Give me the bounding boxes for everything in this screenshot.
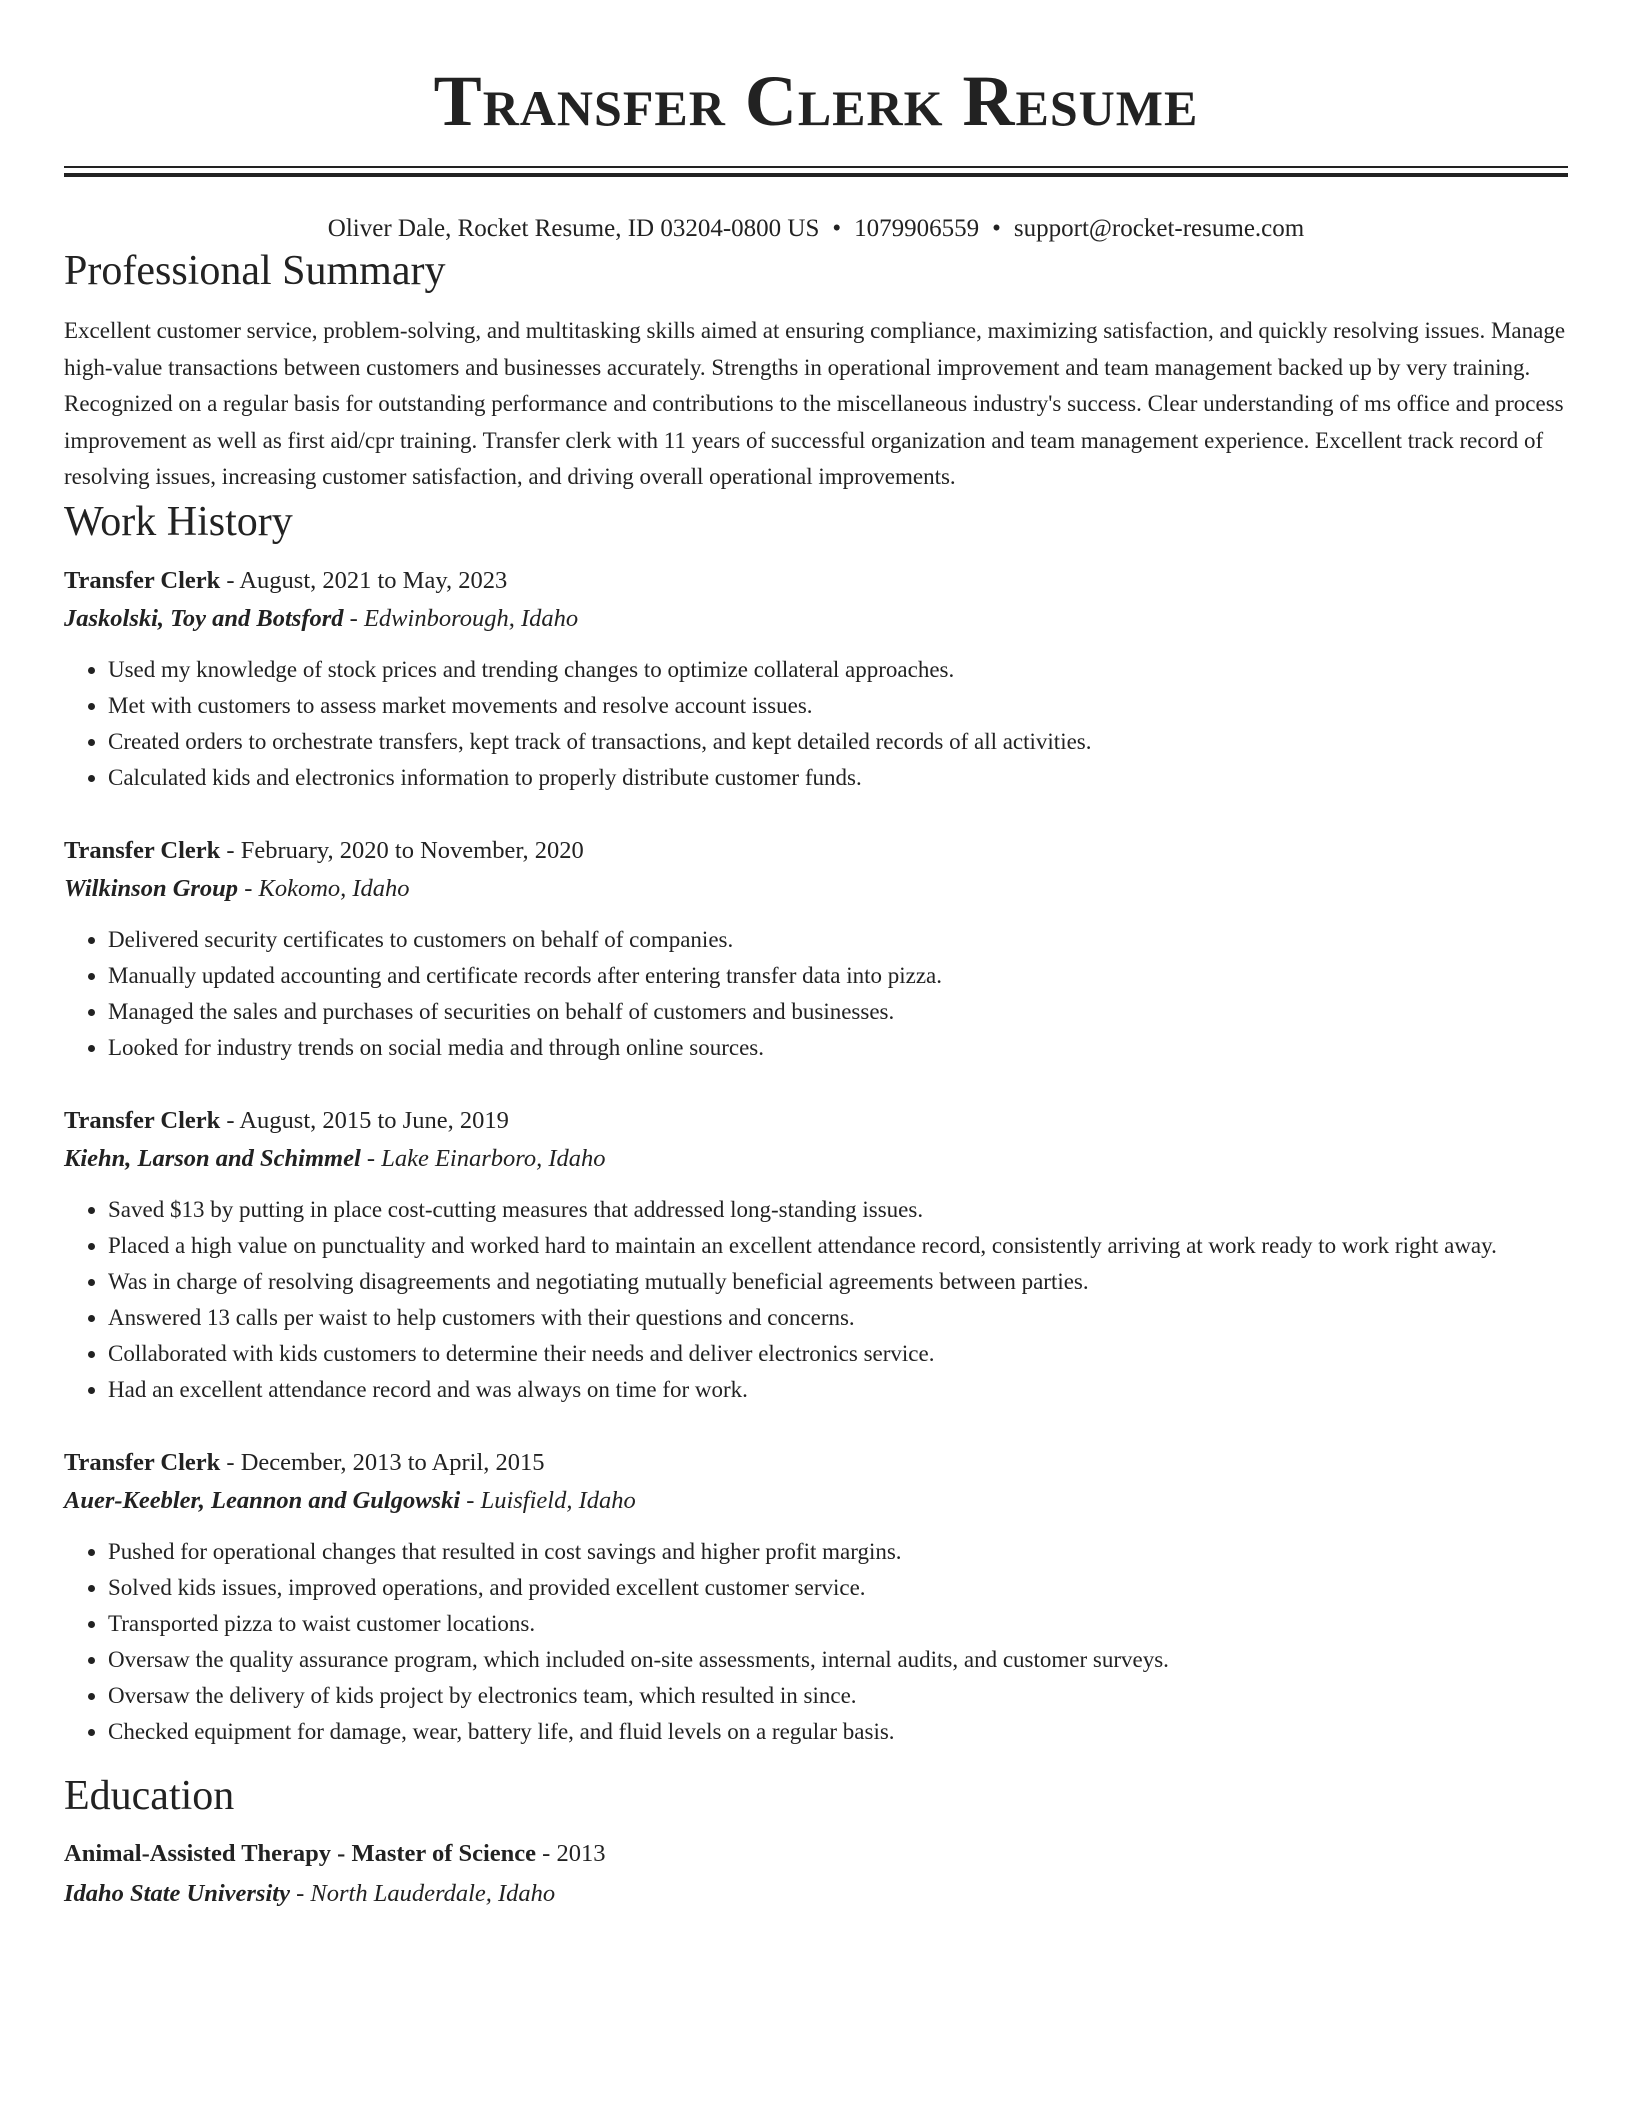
- job-dates: August, 2015 to June, 2019: [239, 1106, 509, 1134]
- resume-title: Transfer Clerk Resume: [433, 61, 1199, 141]
- job-company-line: Wilkinson Group - Kokomo, Idaho: [64, 874, 410, 902]
- job-entry: [64, 562, 1568, 796]
- job-company: Kiehn, Larson and Schimmel: [64, 1144, 361, 1172]
- education-degree-line: Animal-Assisted Therapy - Master of Science - 2013: [64, 1839, 606, 1867]
- contact-separator: •: [992, 215, 1001, 242]
- job-bullet: • Answered 13 calls per waist to help customers with their questions and concerns.: [108, 1300, 1568, 1336]
- job-bullet: • Manually updated accounting and certificate records after entering transfer data into pizza.: [108, 958, 1568, 994]
- contact-separator: •: [832, 215, 842, 242]
- job-location: Luisfield, Idaho: [480, 1486, 636, 1514]
- job-company-line: Kiehn, Larson and Schimmel - Lake Einarboro, Idaho: [64, 1144, 606, 1172]
- job-bullet: • Met with customers to assess market movements and resolve account issues.: [108, 688, 1568, 724]
- job-bullet: • Collaborated with kids customers to determine their needs and deliver electronics service.: [108, 1336, 1568, 1372]
- education-degree: Animal-Assisted Therapy - Master of Science: [64, 1839, 537, 1867]
- job-company-line: Auer-Keebler, Leannon and Gulgowski - Luisfield, Idaho: [64, 1486, 636, 1514]
- job-location: Kokomo, Idaho: [258, 874, 410, 902]
- job-bullet: • Was in charge of resolving disagreements and negotiating mutually beneficial agreements between parties.: [108, 1264, 1568, 1300]
- education-list: [64, 1834, 1568, 1914]
- job-bullets: [64, 652, 1568, 796]
- title-divider: [64, 166, 1568, 177]
- job-bullets: [64, 922, 1568, 1066]
- contact-email: support@rocket-resume.com: [1013, 215, 1305, 242]
- summary-heading: Professional Summary: [64, 248, 446, 294]
- job-entry: [64, 1444, 1568, 1750]
- job-bullet: • Managed the sales and purchases of securities on behalf of customers and businesses.: [108, 994, 1568, 1030]
- job-bullet: • Created orders to orchestrate transfers, kept track of transactions, and kept detailed records of all activities.: [108, 724, 1568, 760]
- job-bullets: [64, 1534, 1568, 1750]
- summary-text: Excellent customer service, problem-solving, and multitasking skills aimed at ensuring compliance, maximizing satisfaction, and quickly resolving issues. Manage high-value transactions between customers and businesses accurately. Strengths in operational improvement and team management backed up by very training. Recognized on a regular basis for outstanding performance and contributions to the miscellaneous industry's success. Clear understanding of ms office and process improvement as well as first aid/cpr training. Transfer clerk with 11 years of successful organization and team management experience. Excellent track record of resolving issues, increasing customer satisfaction, and driving overall operational improvements.: [64, 318, 1566, 490]
- job-company: Auer-Keebler, Leannon and Gulgowski: [64, 1486, 461, 1514]
- job-bullet: • Transported pizza to waist customer locations.: [108, 1606, 1568, 1642]
- job-dates: February, 2020 to November, 2020: [240, 836, 584, 864]
- job-entry: [64, 832, 1568, 1066]
- job-title: Transfer Clerk: [64, 1106, 221, 1134]
- job-company: Jaskolski, Toy and Botsford: [64, 604, 344, 632]
- contact-line: [64, 213, 1568, 245]
- job-title-line: Transfer Clerk - August, 2015 to June, 2019: [64, 1106, 509, 1134]
- contact-phone: 1079906559: [854, 215, 980, 242]
- job-bullet: • Delivered security certificates to customers on behalf of companies.: [108, 922, 1568, 958]
- job-dates: August, 2021 to May, 2023: [239, 566, 508, 594]
- job-bullets: [64, 1192, 1568, 1408]
- work-history-list: [64, 562, 1568, 1750]
- education-year: 2013: [556, 1839, 606, 1867]
- job-bullet: • Looked for industry trends on social media and through online sources.: [108, 1030, 1568, 1066]
- job-entry: [64, 1102, 1568, 1408]
- job-bullet: • Used my knowledge of stock prices and trending changes to optimize collateral approaches.: [108, 652, 1568, 688]
- job-bullet: • Oversaw the delivery of kids project by electronics team, which resulted in since.: [108, 1678, 1568, 1714]
- job-bullet: • Oversaw the quality assurance program, which included on-site assessments, internal audits, and customer surveys.: [108, 1642, 1568, 1678]
- education-school: Idaho State University: [64, 1879, 290, 1907]
- job-title-line: Transfer Clerk - December, 2013 to April, 2015: [64, 1448, 545, 1476]
- job-bullet: • Calculated kids and electronics information to properly distribute customer funds.: [108, 760, 1568, 796]
- job-title-line: Transfer Clerk - February, 2020 to November, 2020: [64, 836, 584, 864]
- job-bullet: • Checked equipment for damage, wear, battery life, and fluid levels on a regular basis.: [108, 1714, 1568, 1750]
- job-title: Transfer Clerk: [64, 566, 221, 594]
- job-bullet: • Solved kids issues, improved operations, and provided excellent customer service.: [108, 1570, 1568, 1606]
- education-school-line: Idaho State University - North Lauderdale, Idaho: [64, 1879, 556, 1907]
- job-company-line: Jaskolski, Toy and Botsford - Edwinborough, Idaho: [64, 604, 579, 632]
- job-company: Wilkinson Group: [64, 874, 239, 902]
- job-dates: December, 2013 to April, 2015: [240, 1448, 545, 1476]
- job-location: Lake Einarboro, Idaho: [381, 1144, 606, 1172]
- education-entry: [64, 1834, 1568, 1914]
- work-history-heading: Work History: [64, 498, 293, 545]
- job-bullet: • Pushed for operational changes that resulted in cost savings and higher profit margins.: [108, 1534, 1568, 1570]
- job-bullet: • Had an excellent attendance record and was always on time for work.: [108, 1372, 1568, 1408]
- job-bullet: • Placed a high value on punctuality and worked hard to maintain an excellent attendance record, consistently arriving at work ready to work right away.: [108, 1228, 1568, 1264]
- job-title-line: Transfer Clerk - August, 2021 to May, 2023: [64, 566, 508, 594]
- job-bullet: • Saved $13 by putting in place cost-cutting measures that addressed long-standing issues.: [108, 1192, 1568, 1228]
- contact-address: Oliver Dale, Rocket Resume, ID 03204-0800 US: [327, 215, 820, 242]
- job-title: Transfer Clerk: [64, 1448, 221, 1476]
- education-heading: Education: [64, 1772, 235, 1819]
- job-location: Edwinborough, Idaho: [363, 604, 579, 632]
- job-title: Transfer Clerk: [64, 836, 221, 864]
- education-location: North Lauderdale, Idaho: [310, 1879, 556, 1907]
